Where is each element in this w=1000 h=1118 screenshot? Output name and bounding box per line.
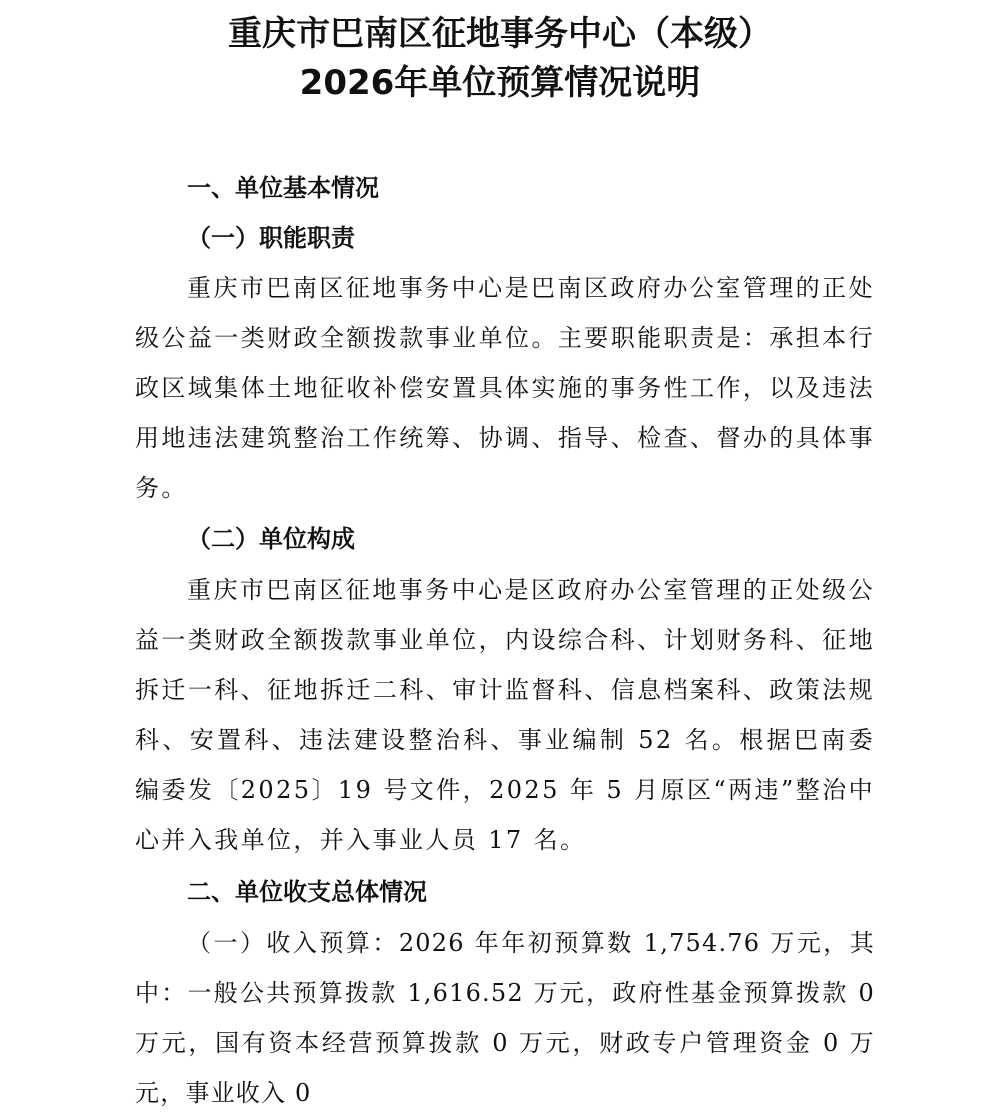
section1-sub1-paragraph: 重庆市巴南区征地事务中心是巴南区政府办公室管理的正处级公益一类财政全额拨款事业单位。主要职能职责是：承担本行政区域集体土地征收补偿安置具体实施的事务性工作，以及违法用地违法建筑整治工作统筹、协调、指导、检查、督办的具体事务。 <box>135 274 875 502</box>
section1-heading: 一、单位基本情况 <box>187 174 379 202</box>
document-title-line2: 2026年单位预算情况说明 <box>299 63 701 103</box>
section1-sub2-heading: （二）单位构成 <box>187 524 355 553</box>
section1-sub1-heading: （一）职能职责 <box>187 223 355 252</box>
section2-sub1-paragraph: （一）收入预算：2026 年年初预算数 1,754.76 万元，其中：一般公共预算拨款 1,616.52 万元，政府性基金预算拨款 0 万元，国有资本经营预算拨款 0 万元，财政专户管理资金 0 万元，事业收入 0 <box>135 929 875 1107</box>
section2-heading: 二、单位收支总体情况 <box>187 878 427 906</box>
document-title-line1: 重庆市巴南区征地事务中心（本级） <box>228 14 772 54</box>
section1-sub2-paragraph: 重庆市巴南区征地事务中心是区政府办公室管理的正处级公益一类财政全额拨款事业单位，内设综合科、计划财务科、征地拆迁一科、征地拆迁二科、审计监督科、信息档案科、政策法规科、安置科、违法建设整治科、事业编制 52 名。根据巴南委编委发〔2025〕19 号文件，2025 年 5 月原区“两违”整治中心并入我单位，并入事业人员 17 名。 <box>135 576 875 854</box>
